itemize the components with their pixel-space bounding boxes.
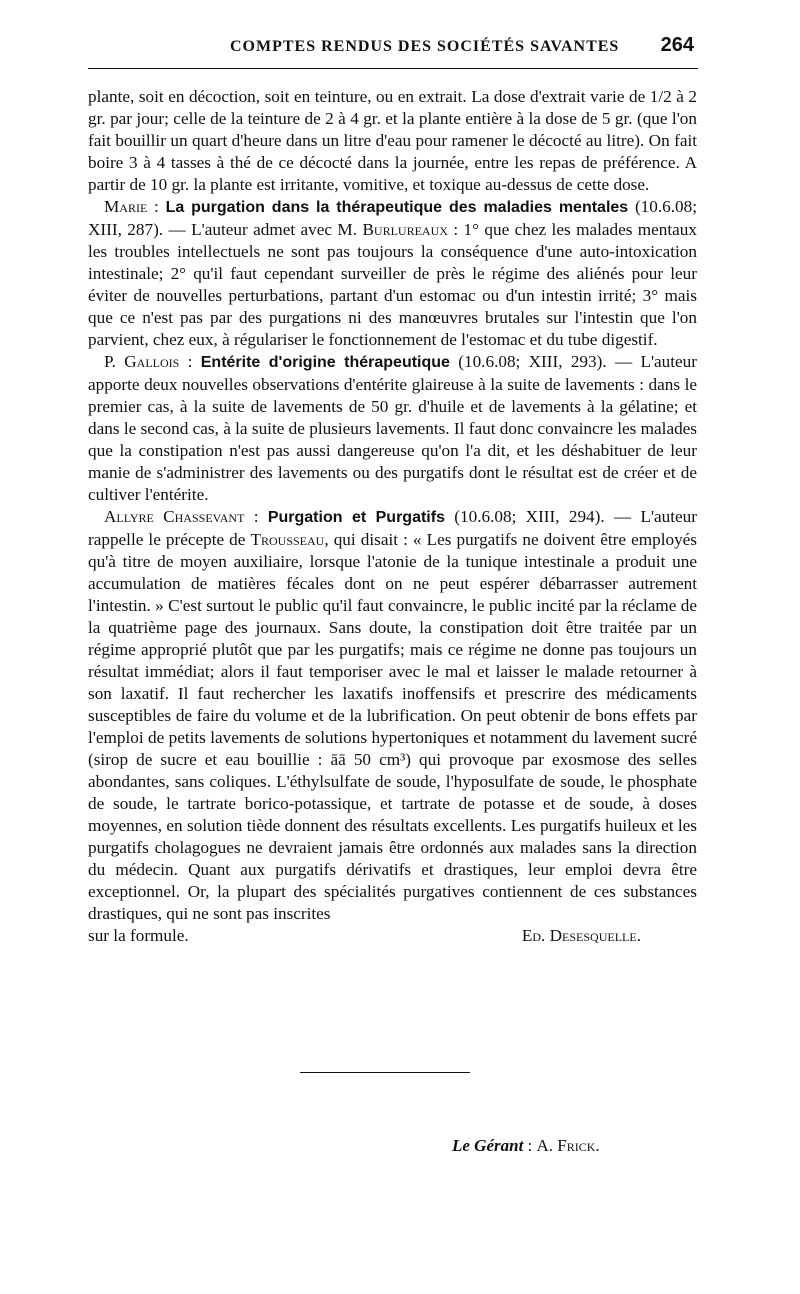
separator: : [147, 197, 166, 216]
gerant-label: Le Gérant [452, 1136, 524, 1155]
paragraph-chassevant-text: , qui disait : « Les purgatifs ne doivent être employés qu'à titre de moyen auxiliaire, lorsque l'atonie de la tunique intestinale a produit une accumulation de matières fécales dont on ne peut espérer débarrasser autrement l'intestin. » C'est surtout le public qu'il faut convaincre, le public incité par la réclame de la quatrième page des journaux. Sans doute, la constipation doit être traitée par un régime approprié plutôt que par les purgatifs; mais ce régime ne donne pas toujours un résultat immédiat; alors il faut temporiser avec le mal et laisser le malade retourner à son laxatif. Il faut rechercher les laxatifs inoffensifs et prescrire des médicaments susceptibles de faire du volume et de la lubrification. On peut obtenir de bons effets par l'emploi de petits lavements de solutions hypertoniques et notamment du lavement sucré (sirop de sucre et eau bouillie : āā 50 cm³) qui provoque par exosmose des selles abondantes, sans coliques. L'éthylsulfate de soude, l'hyposulfate de soude, le phosphate de soude, le tartrate borico-potassique, et tartrate de potasse et de soude, à doses moyennes, en solution tiède donnent des résultats excellents. Les purgatifs huileux et les purgatifs cholagogues ne devraient jamais être ordonnés aux malades sans la direction du médecin. Quant aux purgatifs dérivatifs et drastiques, leur emploi devra être exceptionnel. Or, la plupart des spécialités purgatives contiennent de ces substances drastiques, qui ne sont pas inscrites [88, 530, 697, 923]
gerant-line [452, 1136, 600, 1156]
signature-line [88, 925, 697, 947]
paragraph-1 [88, 86, 697, 196]
author-chassevant: Allyre Chassevant [104, 507, 245, 526]
gerant-separator: : [523, 1136, 537, 1155]
page-number: 264 [660, 34, 694, 56]
paragraph-marie-text: : 1° que chez les malades mentaux les troubles intellectuels ne sont pas toujours la conséquence d'une auto-intoxication intestinale; 2° qu'il faut cependant surveiller de près le régime des aliénés pour leur éviter de nouvelles perturbations, partant d'un estomac ou d'un intestin irrité; 3° mais que ce n'est pas par des purgations ni des manœuvres brutales sur l'intestin que l'on parvient, chez eux, à régulariser le fonctionnement de l'estomac et du tube digestif. [88, 220, 697, 349]
reference-marie: (10.6.08; XIII, 287). — L'auteur admet avec M. [88, 197, 697, 239]
author-signature: Ed. Desesquelle. [521, 926, 641, 945]
cited-author-trousseau: Trousseau [250, 530, 325, 549]
cited-author-burlureaux: Burlureaux [362, 220, 448, 239]
running-title: COMPTES RENDUS DES SOCIÉTÉS SAVANTES [230, 38, 620, 55]
footer-rule [300, 1072, 470, 1073]
header-rule [88, 68, 698, 69]
paragraph-1-text: plante, soit en décoction, soit en teinture, ou en extrait. La dose d'extrait varie de 1/2 à 2 gr. par jour; celle de la teinture de 2 à 4 gr. et la plante entière à la dose de 5 gr. (que l'on fait bouillir un quart d'heure dans un litre d'eau pour ramener le décocté au litre). On fait boire 3 à 4 tasses à thé de ce décocté dans la journée, entre les repas de préférence. A partir de 10 gr. la plante est irritante, vomitive, et toxique au-dessus de cette dose. [88, 87, 697, 194]
author-marie: Marie [104, 197, 148, 216]
article-body [88, 86, 697, 947]
author-gallois: P. Gallois [104, 352, 180, 371]
header-block [88, 34, 698, 64]
article-title-marie: La purgation dans la thérapeutique des maladies mentales [165, 199, 629, 216]
reference-chassevant: (10.6.08; XIII, 294). — L'auteur rappelle le précepte de [88, 507, 697, 549]
article-title-gallois: Entérite d'origine thérapeutique [200, 354, 450, 371]
last-line-text: sur la formule. [88, 926, 189, 945]
article-title-chassevant: Purgation et Purgatifs [267, 509, 445, 526]
separator: : [244, 507, 268, 526]
gerant-name: A. Frick. [536, 1136, 600, 1155]
paragraph-gallois-text: (10.6.08; XIII, 293). — L'auteur apporte deux nouvelles observations d'entérite glaireuse à la suite de lavements : dans le premier cas, à la suite de lavements de 50 gr. d'huile et de lavements à la gélatine; et dans le second cas, à la suite de plusieurs lavements. Il faut donc convaincre les malades que la constipation n'est pas aussi dangereuse qu'on l'a dit, et les déshabituer de leur manie de s'administrer des lavements ou des purgatifs dont le résultat est de créer et de cultiver l'entérite. [88, 352, 697, 504]
paragraph-chassevant [88, 506, 697, 925]
paragraph-gallois [88, 351, 697, 506]
separator: : [179, 352, 201, 371]
paragraph-marie [88, 196, 697, 351]
